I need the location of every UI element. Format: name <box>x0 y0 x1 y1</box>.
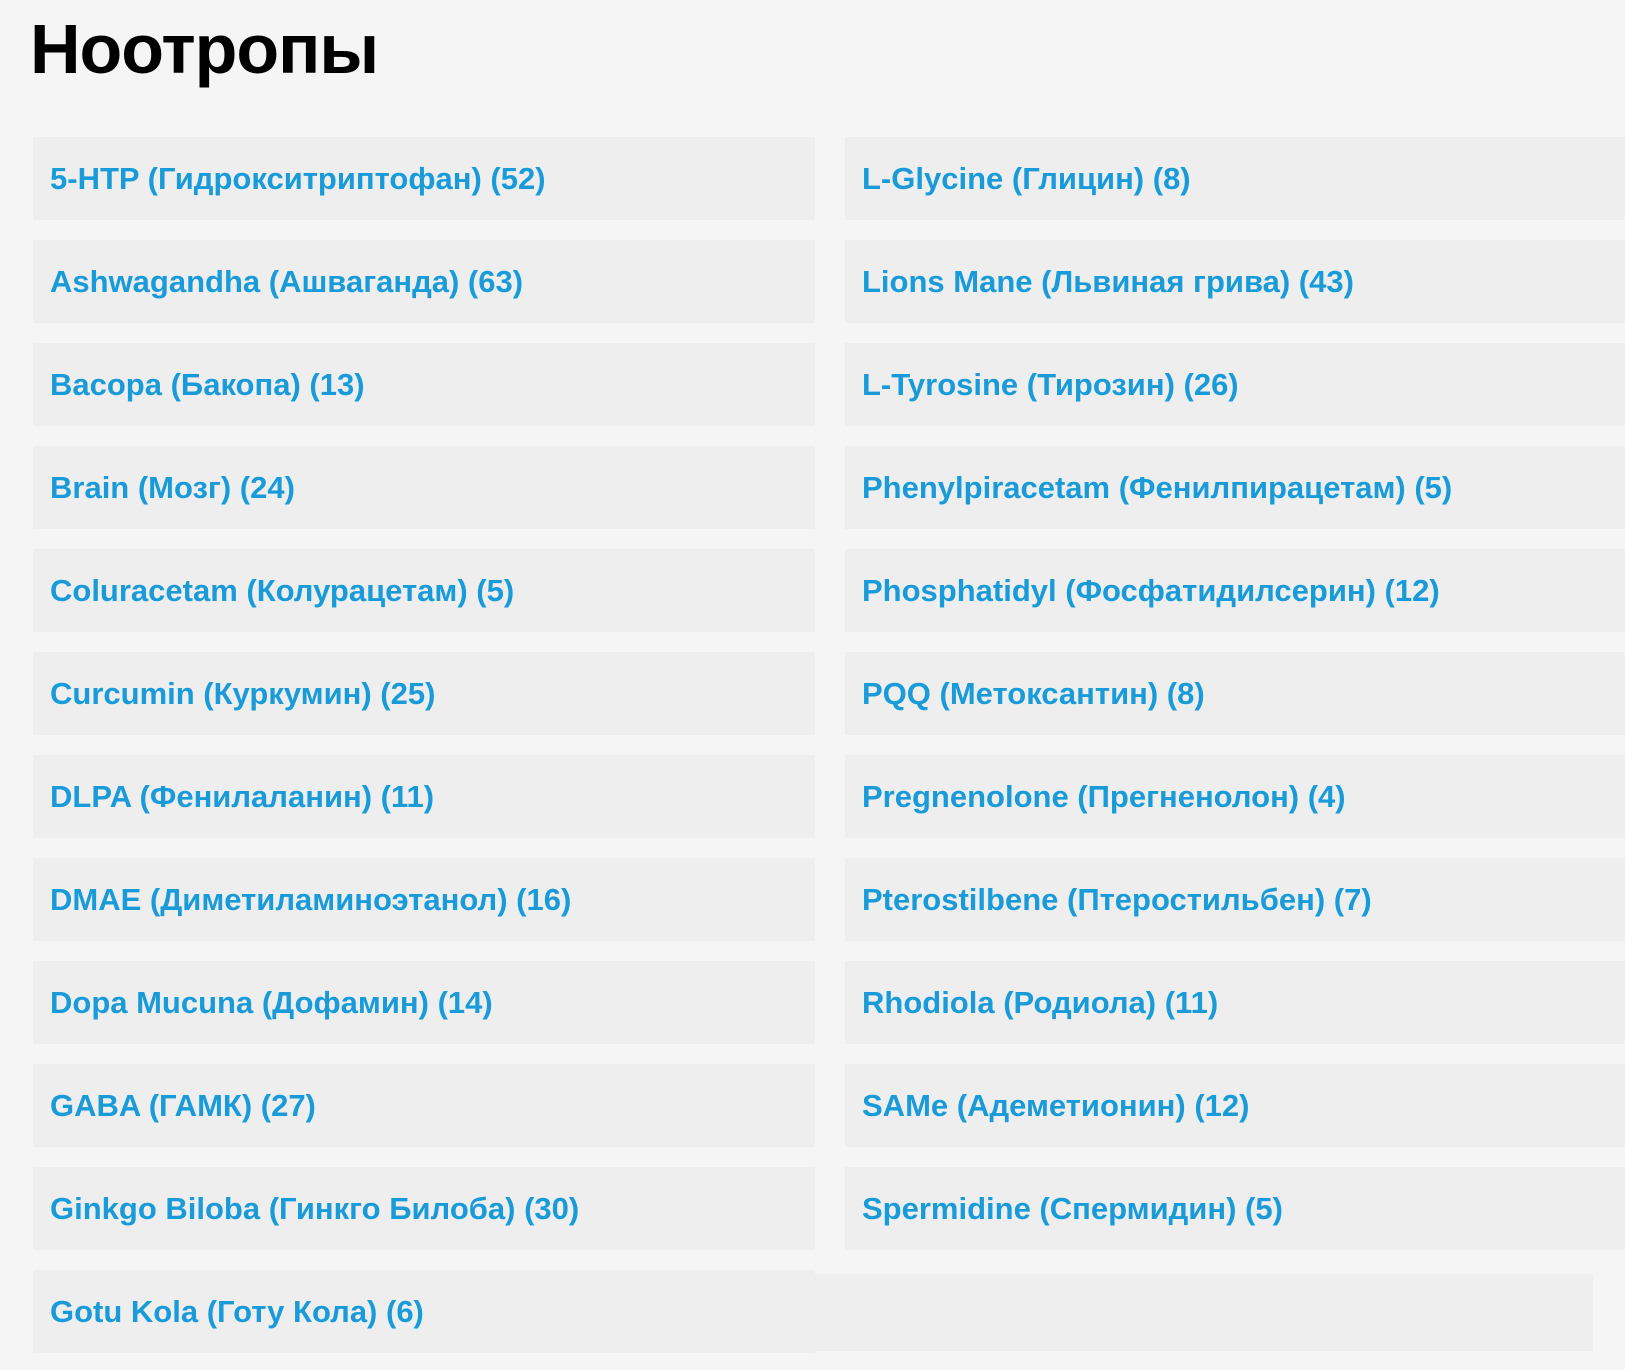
category-link[interactable]: Gotu Kola (Готу Кола) (6) <box>50 1293 424 1329</box>
category-item <box>845 652 1625 735</box>
category-link[interactable]: SAMe (Адеметионин) (12) <box>862 1087 1250 1123</box>
category-link[interactable]: Rhodiola (Родиола) (11) <box>862 984 1219 1020</box>
category-item <box>33 755 815 838</box>
category-item <box>33 343 815 426</box>
category-link[interactable]: Ashwagandha (Ашваганда) (63) <box>50 263 524 299</box>
category-item <box>845 1064 1625 1147</box>
category-item <box>845 961 1625 1044</box>
category-item <box>845 549 1625 632</box>
category-item <box>845 343 1625 426</box>
category-link[interactable]: Curcumin (Куркумин) (25) <box>50 675 436 711</box>
category-link[interactable]: L-Glycine (Глицин) (8) <box>862 160 1191 196</box>
category-link[interactable]: DLPA (Фенилаланин) (11) <box>50 778 435 814</box>
category-item <box>845 137 1625 220</box>
category-item <box>845 858 1625 941</box>
category-link[interactable]: Lions Mane (Львиная грива) (43) <box>862 263 1354 299</box>
category-link[interactable]: 5-HTP (Гидрокситриптофан) (52) <box>50 160 546 196</box>
category-link[interactable]: PQQ (Метоксантин) (8) <box>862 675 1205 711</box>
category-link[interactable]: Brain (Мозг) (24) <box>50 469 295 505</box>
category-column-left <box>33 137 815 1370</box>
category-item <box>845 240 1625 323</box>
category-link[interactable]: DMAE (Диметиламиноэтанол) (16) <box>50 881 572 917</box>
category-item <box>33 1167 815 1250</box>
category-item <box>33 858 815 941</box>
category-link[interactable]: Bacopa (Бакопа) (13) <box>50 366 365 402</box>
category-link[interactable]: Coluracetam (Колурацетам) (5) <box>50 572 515 608</box>
category-item <box>33 961 815 1044</box>
empty-category-slot <box>813 1274 1593 1351</box>
category-item <box>33 549 815 632</box>
category-link[interactable]: Dopa Mucuna (Дофамин) (14) <box>50 984 493 1020</box>
category-item <box>33 652 815 735</box>
category-link[interactable]: Phosphatidyl (Фосфатидилсерин) (12) <box>862 572 1440 608</box>
category-link[interactable]: Phenylpiracetam (Фенилпирацетам) (5) <box>862 469 1453 505</box>
category-item <box>33 446 815 529</box>
category-link[interactable]: Spermidine (Спермидин) (5) <box>862 1190 1283 1226</box>
page-title: Ноотропы <box>30 10 379 88</box>
category-item <box>845 755 1625 838</box>
category-item <box>33 1064 815 1147</box>
category-link[interactable]: Pregnenolone (Прегненолон) (4) <box>862 778 1346 814</box>
category-item <box>845 446 1625 529</box>
category-item <box>33 1270 815 1353</box>
category-column-right <box>845 137 1625 1270</box>
category-item <box>33 240 815 323</box>
category-link[interactable]: Pterostilbene (Птеростильбен) (7) <box>862 881 1372 917</box>
category-item <box>33 137 815 220</box>
category-link[interactable]: GABA (ГАМК) (27) <box>50 1087 316 1123</box>
category-link[interactable]: Ginkgo Biloba (Гинкго Билоба) (30) <box>50 1190 580 1226</box>
category-item <box>845 1167 1625 1250</box>
category-link[interactable]: L-Tyrosine (Тирозин) (26) <box>862 366 1239 402</box>
